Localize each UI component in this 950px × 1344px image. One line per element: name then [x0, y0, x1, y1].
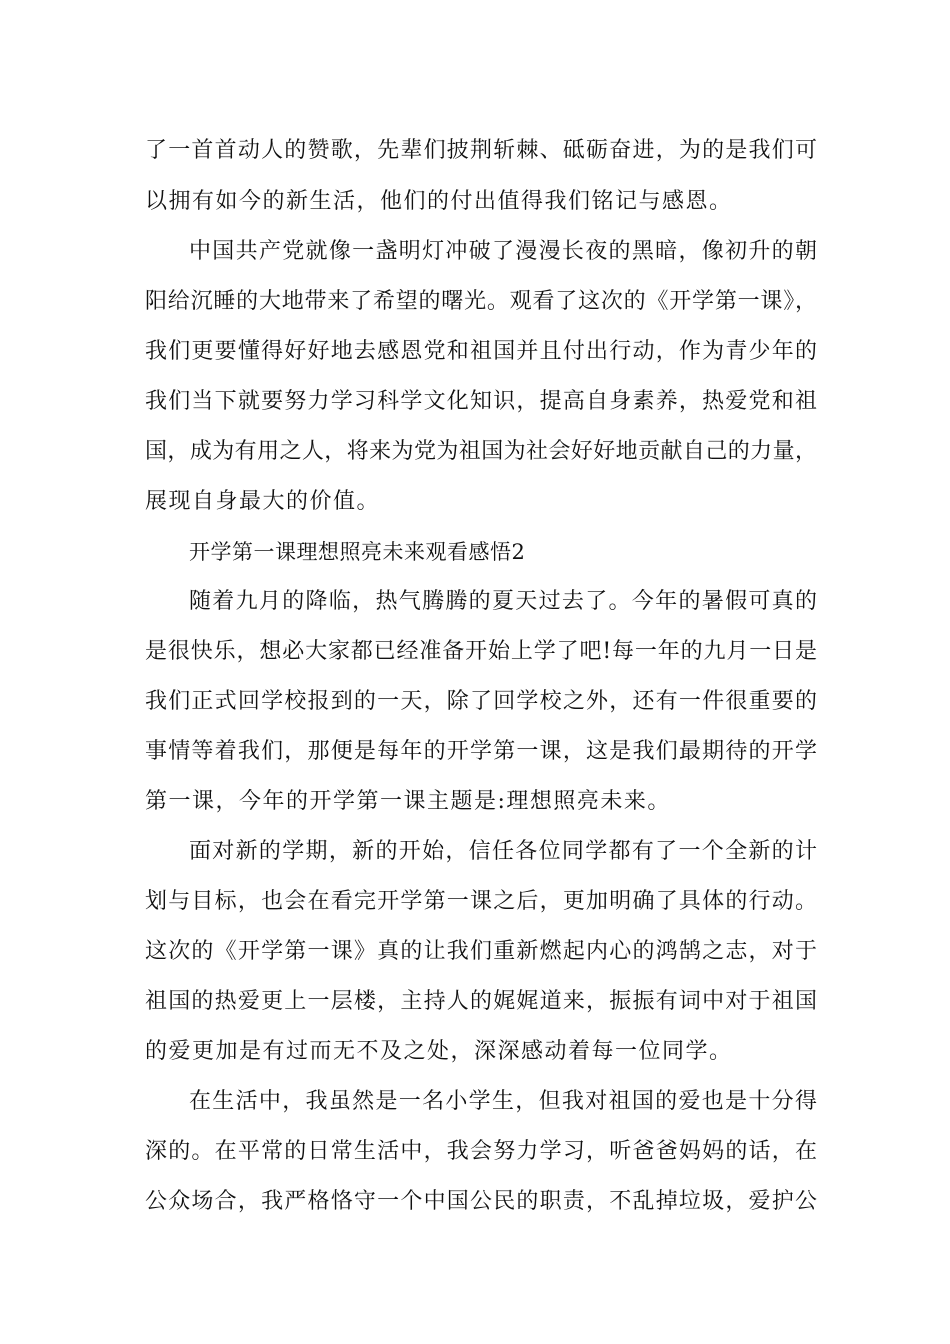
text-line: 国，成为有用之人，将来为党为祖国为社会好好地贡献自己的力量，	[145, 439, 817, 464]
text-line: 划与目标，也会在看完开学第一课之后，更加明确了具体的行动。	[145, 889, 817, 914]
paragraph-start-line: 面对新的学期，新的开始，信任各位同学都有了一个全新的计	[189, 839, 817, 864]
text-line: 祖国的热爱更上一层楼，主持人的娓娓道来，振振有词中对于祖国	[145, 989, 817, 1014]
paragraph-start-line: 在生活中，我虽然是一名小学生，但我对祖国的爱也是十分得	[189, 1089, 817, 1114]
text-line: 我们正式回学校报到的一天，除了回学校之外，还有一件很重要的	[145, 689, 817, 714]
text-line: 了一首首动人的赞歌，先辈们披荆斩棘、砥砺奋进，为的是我们可	[145, 138, 817, 163]
text-line: 深的。在平常的日常生活中，我会努力学习，听爸爸妈妈的话，在	[145, 1139, 817, 1164]
text-line: 以拥有如今的新生活，他们的付出值得我们铭记与感恩。	[145, 189, 733, 214]
text-line: 这次的《开学第一课》真的让我们重新燃起内心的鸿鹄之志，对于	[145, 939, 817, 964]
text-line: 公众场合，我严格恪守一个中国公民的职责，不乱掉垃圾，爱护公	[145, 1189, 817, 1214]
text-line: 的爱更加是有过而无不及之处，深深感动着每一位同学。	[145, 1039, 733, 1064]
text-line: 我们更要懂得好好地去感恩党和祖国并且付出行动，作为青少年的	[145, 339, 817, 364]
text-line: 阳给沉睡的大地带来了希望的曙光。观看了这次的《开学第一课》，	[145, 289, 817, 314]
section-heading: 开学第一课理想照亮未来观看感悟2	[189, 540, 526, 564]
paragraph-start-line: 中国共产党就像一盏明灯冲破了漫漫长夜的黑暗，像初升的朝	[189, 239, 817, 264]
text-line: 事情等着我们，那便是每年的开学第一课，这是我们最期待的开学	[145, 739, 817, 764]
text-line: 第一课，今年的开学第一课主题是:理想照亮未来。	[145, 789, 671, 814]
text-line: 我们当下就要努力学习科学文化知识，提高自身素养，热爱党和祖	[145, 389, 817, 414]
paragraph-start-line: 随着九月的降临，热气腾腾的夏天过去了。今年的暑假可真的	[189, 589, 817, 614]
text-line: 是很快乐，想必大家都已经准备开始上学了吧!每一年的九月一日是	[145, 639, 817, 664]
text-line: 展现自身最大的价值。	[145, 489, 381, 514]
